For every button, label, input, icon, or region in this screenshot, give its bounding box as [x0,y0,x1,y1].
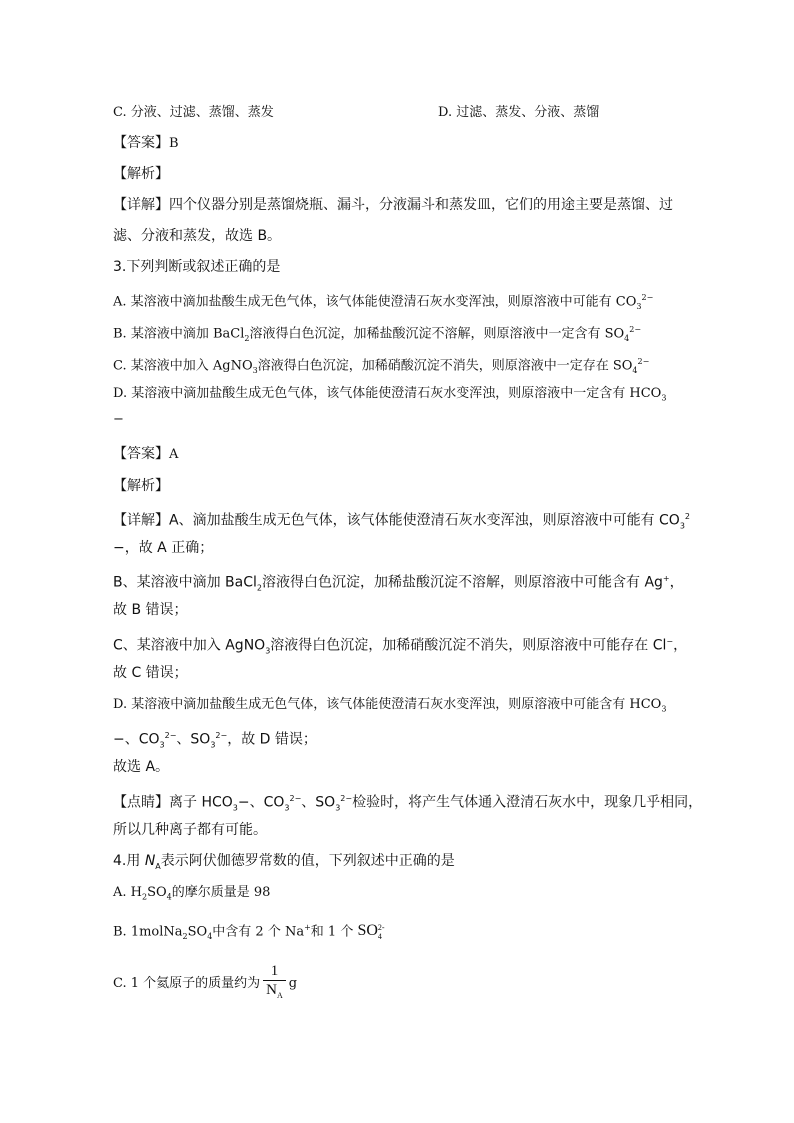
q3-option-a [113,288,653,317]
detail-d2-sup1: 2− [164,731,177,740]
q4-a-post: 的摩尔质量是 98 [171,885,271,900]
option-c-pre: C. 某溶液中加入 AgNO [113,358,253,374]
option-c-post: 溶液得白色沉淀，加稀硝酸沉淀不消失，则原溶液中一定存在 SO [257,358,633,374]
detail-d2-sub1: 3 [159,740,165,750]
answer-tag: 【答案】 [113,135,169,151]
option-a-sub: 3 [636,301,642,311]
tip-tag: 【点睛】 [113,794,169,811]
detail-a-sup: 2 [684,512,691,521]
fraction-denominator [263,981,286,1005]
tip-sup3: 2− [340,794,353,803]
q3-option-b [113,320,641,349]
answer-value: B [169,136,179,151]
detail-d2-a: −、CO [113,731,160,748]
tip-sup2: 2− [289,794,302,803]
detail-c-sup: − [666,637,674,646]
option-b-sup: 2− [629,325,642,334]
option-d-sub: 3 [661,393,667,403]
tip-sub1: 3 [232,803,238,813]
detail-b-end: ， [669,574,684,591]
q4-stem-post: 表示阿伏伽德罗常数的值，下列叙述中正确的是 [160,853,455,869]
q2-option-d: D. 过滤、蒸发、分液、蒸馏 [438,105,600,120]
detail-c-sub: 3 [265,646,271,656]
q4-b-sub1: 2 [182,931,188,941]
q3-detail-d1 [113,695,666,720]
q4-option-b [113,918,385,947]
option-b-sub2: 4 [624,333,630,343]
q3-detail-a1 [113,507,690,536]
fraction [263,962,286,1005]
q3-tip-line2: 所以几种离子都有可能。 [113,822,267,838]
option-a-text: A. 某溶液中滴加盐酸生成无色气体，该气体能使澄清石灰水变浑浊，则原溶液中可能有 CO [113,294,637,310]
tip-a: 离子 HCO [169,794,233,811]
q3-detail-d2 [113,726,317,755]
q3-option-d-tail: − [113,412,124,427]
detail-b-post: 溶液得白色沉淀，加稀盐酸沉淀不溶解，则原溶液中可能含有 Ag [262,574,663,591]
q4-b-post: 中含有 2 个 Na [212,924,305,940]
q3-answer-row [113,444,178,465]
tip-b: −、CO [237,794,285,811]
detail-d2-c: ，故 D 错误； [227,731,317,748]
q2-detail-line2: 滤、分液和蒸发，故选 B。 [113,228,282,244]
fraction-den-n: N [266,982,277,998]
q4-option-a [113,883,270,908]
detail-c-post: 溶液得白色沉淀，加稀硝酸沉淀不消失，则原溶液中可能存在 Cl [270,637,667,654]
detail-text: 四个仪器分别是蒸馏烧瓶、漏斗，分液漏斗和蒸发皿，它们的用途主要是蒸馏、过 [169,197,673,213]
option-d-text: D. 某溶液中滴加盐酸生成无色气体，该气体能使澄清石灰水变浑浊，则原溶液中一定含有 HCO [113,386,662,401]
q4-a-mid: SO [147,885,167,900]
q4-b-sub2: 4 [207,931,213,941]
q3-conclusion: 故选 A。 [113,759,170,775]
q3-detail-a2: −，故 A 正确； [113,540,214,556]
option-a-sup: 2− [641,293,654,302]
fraction-den-sub: A [277,991,283,1000]
detail-d2-sub2: 3 [210,740,216,750]
q2-answer-row [113,133,179,154]
q4-stem-na-sub: A [155,861,161,871]
option-c-sup: 2− [637,357,650,366]
q4-option-c [113,962,297,1005]
q4-c-pre: C. 1 个氦原子的质量约为 [113,976,261,991]
q3-stem: 3.下列判断或叙述正确的是 [113,259,281,275]
option-b-post: 溶液得白色沉淀，加稀盐酸沉淀不溶解，则原溶液中一定含有 SO [249,326,625,342]
q3-analysis-tag: 【解析】 [113,478,169,494]
option-c-sub1: 3 [252,365,258,375]
tip-c: 、SO [301,794,336,811]
tip-sub3: 3 [335,803,341,813]
option-b-pre: B. 某溶液中滴加 BaCl [113,326,245,342]
detail-b-pre: B、某溶液中滴加 BaCl [113,574,257,591]
q4-b-post2: 和 1 个 [310,924,358,940]
q4-b-sup: + [304,923,311,932]
q2-option-c: C. 分液、过滤、蒸馏、蒸发 [113,105,274,120]
tip-sub2: 3 [284,803,290,813]
q4-c-unit: g [288,976,298,991]
answer-tag: 【答案】 [113,446,169,462]
detail-d-text: D. 某溶液中滴加盐酸生成无色气体，该气体能使澄清石灰水变浑浊，则原溶液中可能含有 HCO [113,697,662,712]
detail-d-sub: 3 [661,704,667,714]
q2-detail-line1 [113,195,673,215]
detail-d2-sup2: 2− [215,731,228,740]
fraction-numerator: 1 [263,962,286,981]
q3-detail-b1 [113,569,684,598]
option-b-sub1: 2 [244,333,250,343]
sulfate-ion-sup: 2- [377,922,385,932]
detail-b-sup: + [662,574,670,583]
detail-tag: 【详解】 [113,512,169,529]
detail-a-text: A、滴加盐酸生成无色气体，该气体能使澄清石灰水变浑浊，则原溶液中可能有 CO [169,512,680,529]
q3-detail-c1 [113,632,687,661]
detail-b-sub: 2 [256,583,262,593]
detail-tag: 【详解】 [113,197,169,213]
q3-tip-line1 [113,789,702,818]
sulfate-ion-sub: 4 [377,931,382,941]
q4-b-mid: SO [187,924,208,940]
answer-value: A [169,447,179,462]
q4-a-sub2: 4 [166,892,172,902]
q3-option-c [113,352,649,381]
q4-a-pre: A. H [113,885,142,900]
q4-b-pre: B. 1molNa [113,924,183,940]
q2-analysis-tag: 【解析】 [113,166,169,182]
q3-option-d [113,384,666,409]
detail-a-sub: 3 [679,521,685,531]
q4-stem-pre: 4.用 [113,853,145,869]
tip-d: 检验时，将产生气体通入澄清石灰水中，现象几乎相同， [352,794,703,811]
q4-stem [113,851,455,877]
sulfate-ion [357,922,384,939]
sulfate-ion-text: SO [357,922,378,940]
q3-detail-b2: 故 B 错误； [113,602,188,618]
q4-a-sub1: 2 [142,892,148,902]
q4-stem-na: N [144,853,156,869]
detail-c-end: ， [673,637,688,654]
option-c-sub2: 4 [632,365,638,375]
detail-c-pre: C、某溶液中加入 AgNO [113,637,266,654]
detail-d2-b: 、SO [176,731,211,748]
q3-detail-c2: 故 C 错误； [113,665,188,681]
